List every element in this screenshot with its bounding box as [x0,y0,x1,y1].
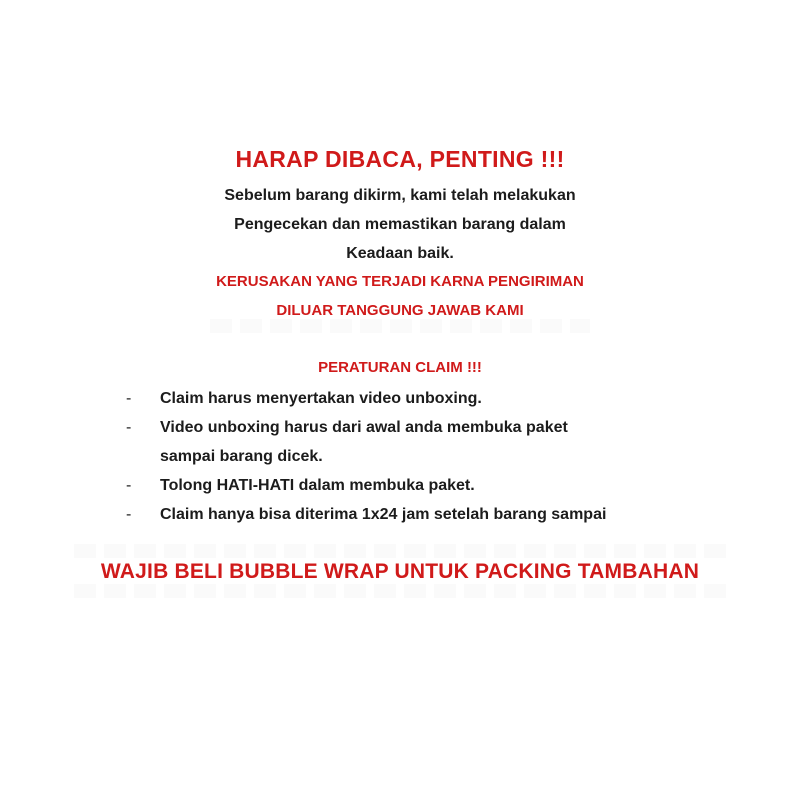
rule-text: sampai barang dicek. [160,448,323,465]
faint-watermark-band [74,544,726,558]
rule-text: Video unboxing harus dari awal anda membuka paket [160,419,568,436]
rule-text: Tolong HATI-HATI dalam membuka paket. [160,477,475,494]
rule-text: Claim hanya bisa diterima 1x24 jam setelah barang sampai [160,506,607,523]
rule-item [0,471,800,500]
warning-line-2: DILUAR TANGGUNG JAWAB KAMI [276,302,524,319]
bullet-dash: - [126,419,132,436]
intro-line-1: Sebelum barang dikirm, kami telah melakukan [224,187,576,204]
rules-heading: PERATURAN CLAIM !!! [318,359,482,376]
faint-watermark-band [210,319,590,333]
warning-line-1: KERUSAKAN YANG TERJADI KARNA PENGIRIMAN [216,273,584,290]
faint-watermark-band [74,584,726,598]
rule-item-continuation [0,442,800,471]
rule-item [0,384,800,413]
rule-item [0,413,800,442]
notice-title: HARAP DIBACA, PENTING !!! [235,146,565,172]
bullet-dash: - [126,477,132,494]
bullet-dash: - [126,506,132,523]
footer-note: WAJIB BELI BUBBLE WRAP UNTUK PACKING TAMBAHAN [100,560,700,583]
intro-line-3: Keadaan baik. [346,245,454,262]
bullet-dash: - [126,390,132,407]
intro-line-2: Pengecekan dan memastikan barang dalam [234,216,566,233]
rule-item [0,500,800,529]
rule-text: Claim harus menyertakan video unboxing. [160,390,482,407]
rules-list [0,384,800,529]
